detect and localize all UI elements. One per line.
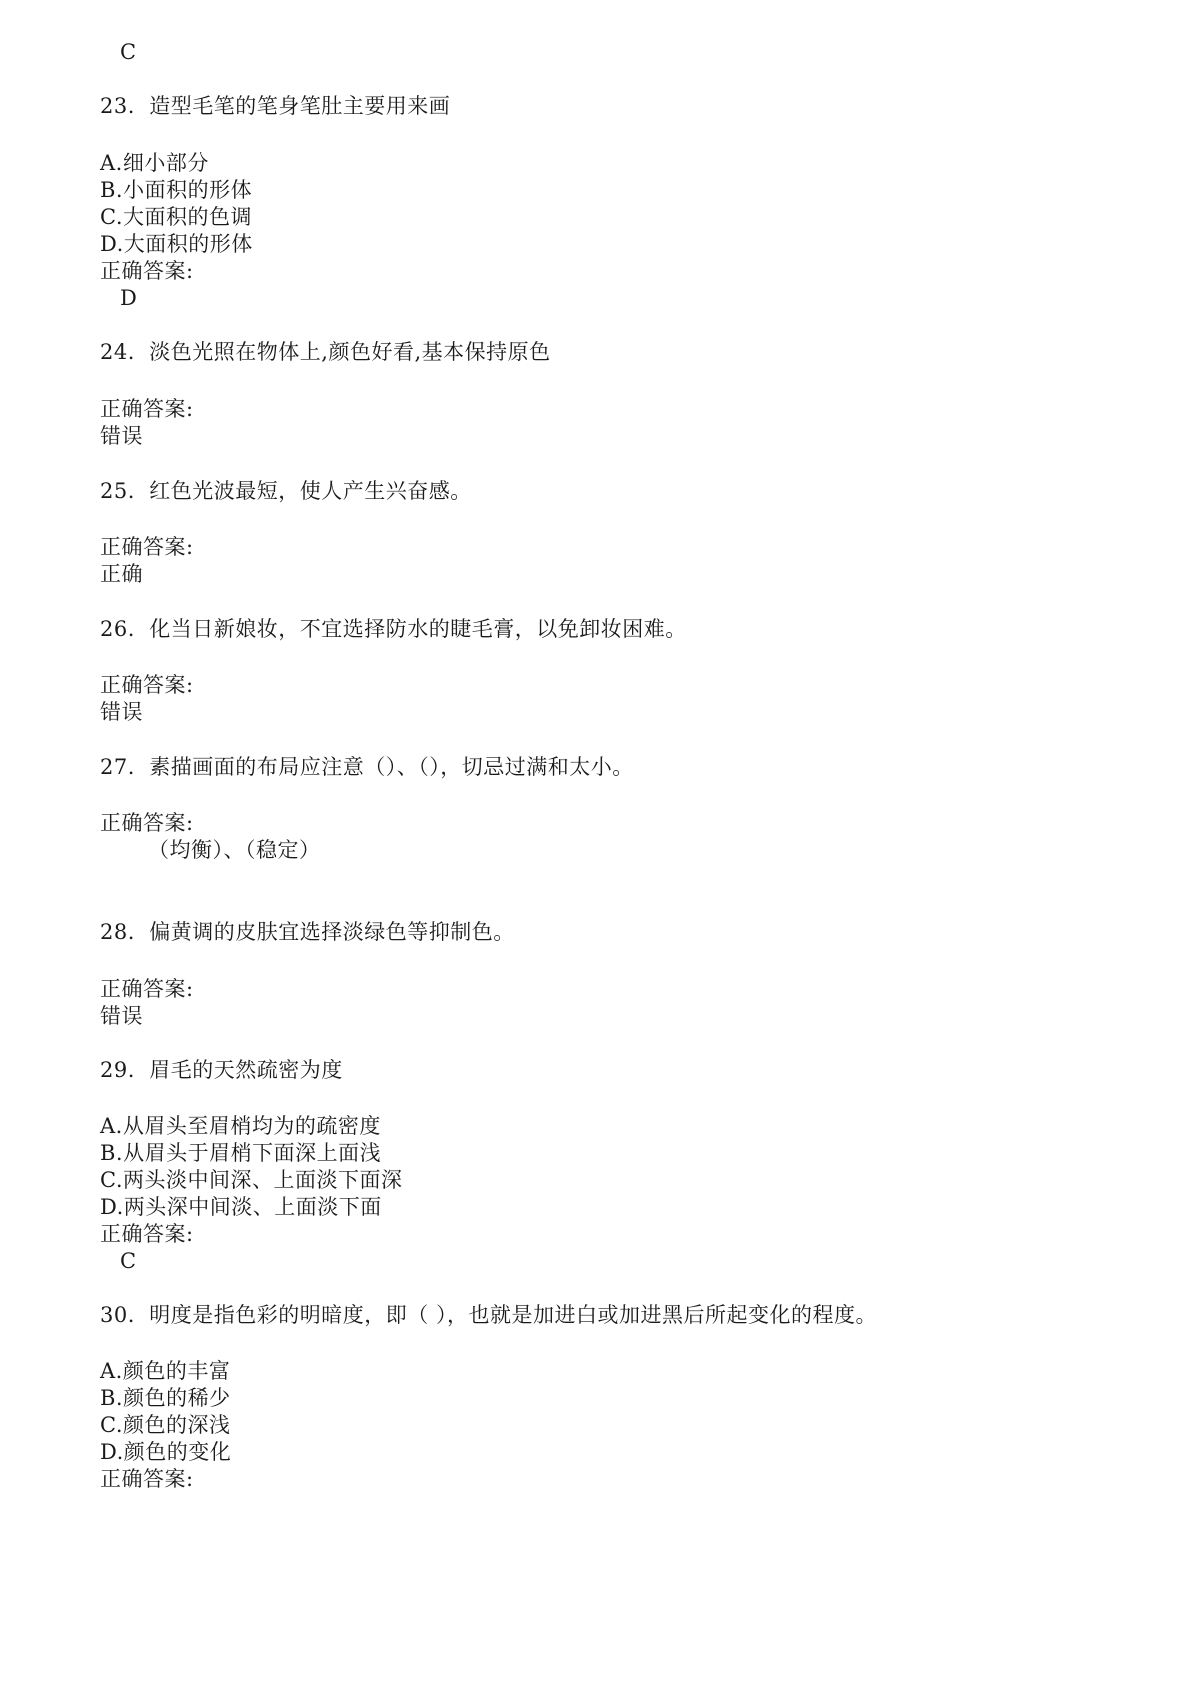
- question-text: 造型毛笔的笔身笔肚主要用来画: [149, 94, 451, 118]
- question-number: 23.: [100, 94, 135, 118]
- option-d: D.大面积的形体: [100, 232, 253, 256]
- question-text: 化当日新娘妆，不宜选择防水的睫毛膏，以免卸妆困难。: [149, 617, 687, 641]
- option-d: D.颜色的变化: [100, 1440, 232, 1464]
- answer-label: 正确答案:: [100, 397, 194, 421]
- question-24: [100, 338, 551, 366]
- option-b: B.从眉头于眉梢下面深上面浅: [100, 1141, 382, 1165]
- question-text: 红色光波最短，使人产生兴奋感。: [149, 479, 472, 503]
- previous-answer: C: [120, 40, 137, 64]
- question-number: 28.: [100, 920, 135, 944]
- question-text: 淡色光照在物体上,颜色好看,基本保持原色: [149, 340, 551, 364]
- question-25: [100, 477, 472, 505]
- question-text: 偏黄调的皮肤宜选择淡绿色等抑制色。: [149, 920, 515, 944]
- question-30: [100, 1301, 877, 1329]
- question-number: 29.: [100, 1058, 135, 1082]
- question-number: 30.: [100, 1303, 135, 1327]
- answer-label: 正确答案:: [100, 977, 194, 1001]
- question-28: [100, 918, 515, 946]
- answer-label: 正确答案:: [100, 535, 194, 559]
- answer-label: 正确答案:: [100, 259, 194, 283]
- answer-label: 正确答案:: [100, 1467, 194, 1491]
- answer-label: 正确答案:: [100, 673, 194, 697]
- question-29: [100, 1056, 343, 1084]
- option-a: A.从眉头至眉梢均为的疏密度: [100, 1114, 381, 1138]
- option-c: C.大面积的色调: [100, 205, 252, 229]
- answer-value: 错误: [100, 1004, 143, 1028]
- question-number: 25.: [100, 479, 135, 503]
- answer-label: 正确答案:: [100, 811, 194, 835]
- question-27: [100, 753, 634, 781]
- option-c: C.两头淡中间深、上面淡下面深: [100, 1168, 403, 1192]
- option-c: C.颜色的深浅: [100, 1413, 231, 1437]
- answer-label: 正确答案:: [100, 1222, 194, 1246]
- answer-value: 正确: [100, 562, 143, 586]
- answer-value: D: [120, 286, 138, 310]
- option-a: A.细小部分: [100, 151, 209, 175]
- answer-value: 错误: [100, 700, 143, 724]
- question-number: 24.: [100, 340, 135, 364]
- question-number: 26.: [100, 617, 135, 641]
- option-a: A.颜色的丰富: [100, 1359, 231, 1383]
- option-d: D.两头深中间淡、上面淡下面: [100, 1195, 382, 1219]
- question-text: 明度是指色彩的明暗度，即（ ），也就是加进白或加进黑后所起变化的程度。: [149, 1303, 877, 1327]
- question-number: 27.: [100, 755, 135, 779]
- question-text: 素描画面的布局应注意（）、（），切忌过满和太小。: [149, 755, 634, 779]
- answer-value: C: [120, 1249, 137, 1273]
- question-26: [100, 615, 687, 643]
- question-23: [100, 92, 450, 120]
- option-b: B.小面积的形体: [100, 178, 253, 202]
- answer-value: （均衡）、（稳定）: [148, 838, 321, 862]
- option-b: B.颜色的稀少: [100, 1386, 231, 1410]
- question-text: 眉毛的天然疏密为度: [149, 1058, 343, 1082]
- answer-value: 错误: [100, 424, 143, 448]
